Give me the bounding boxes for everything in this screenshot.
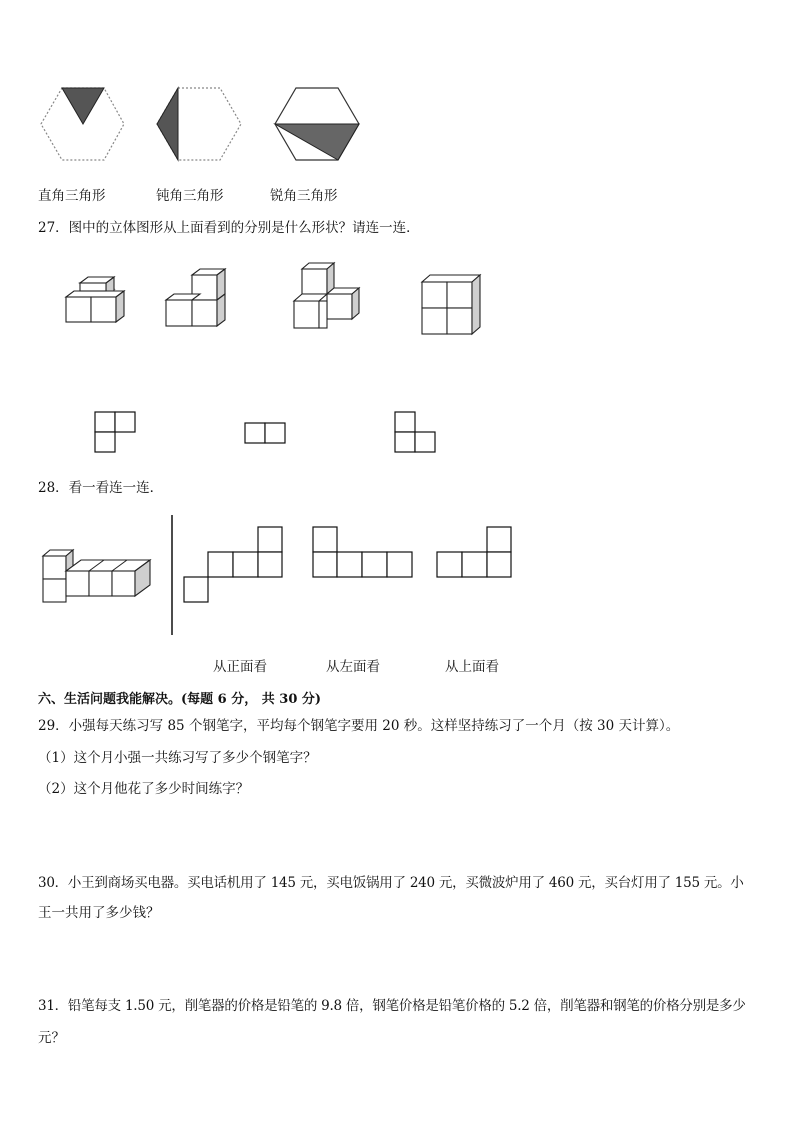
view-label-front: 从正面看 xyxy=(213,659,267,675)
question-29: 29．小强每天练习写 85 个钢笔字，平均每个钢笔字要用 20 秒。这样坚持练习了一个月（按 30 天计算）。 xyxy=(38,718,680,734)
label-right-triangle: 直角三角形 xyxy=(38,188,106,204)
label-obtuse-triangle: 钝角三角形 xyxy=(156,188,224,204)
solid-q28 xyxy=(43,550,150,602)
question-29-sub2: （2）这个月他花了多少时间练字？ xyxy=(38,781,250,797)
question-31-line2: 元？ xyxy=(38,1030,65,1046)
section-6-title: 六、生活问题我能解决。(每题 6 分， 共 30 分) xyxy=(38,692,322,707)
view-label-left: 从左面看 xyxy=(326,659,380,675)
question-30-line2: 王一共用了多少钱？ xyxy=(38,905,160,921)
question-28: 28．看一看连一连． xyxy=(38,480,164,496)
view-b xyxy=(313,527,412,577)
label-acute-triangle: 锐角三角形 xyxy=(270,188,338,204)
question-29-sub1: （1）这个月小强一共练习写了多少个钢笔字？ xyxy=(38,750,317,766)
question-30-line1: 30．小王到商场买电器。买电话机用了 145 元，买电饭锅用了 240 元，买微波炉用了 460 元，买台灯用了 155 元。小 xyxy=(38,875,744,891)
question-31-line1: 31．铅笔每支 1.50 元，削笔器的价格是铅笔的 9.8 倍，钢笔价格是铅笔价格的 5.2 倍，削笔器和钢笔的价格分别是多少 xyxy=(38,998,746,1014)
view-c xyxy=(437,527,511,577)
view-a xyxy=(184,527,282,602)
view-label-top: 从上面看 xyxy=(445,659,499,675)
question-27: 27．图中的立体图形从上面看到的分别是什么形状？请连一连． xyxy=(38,220,420,236)
